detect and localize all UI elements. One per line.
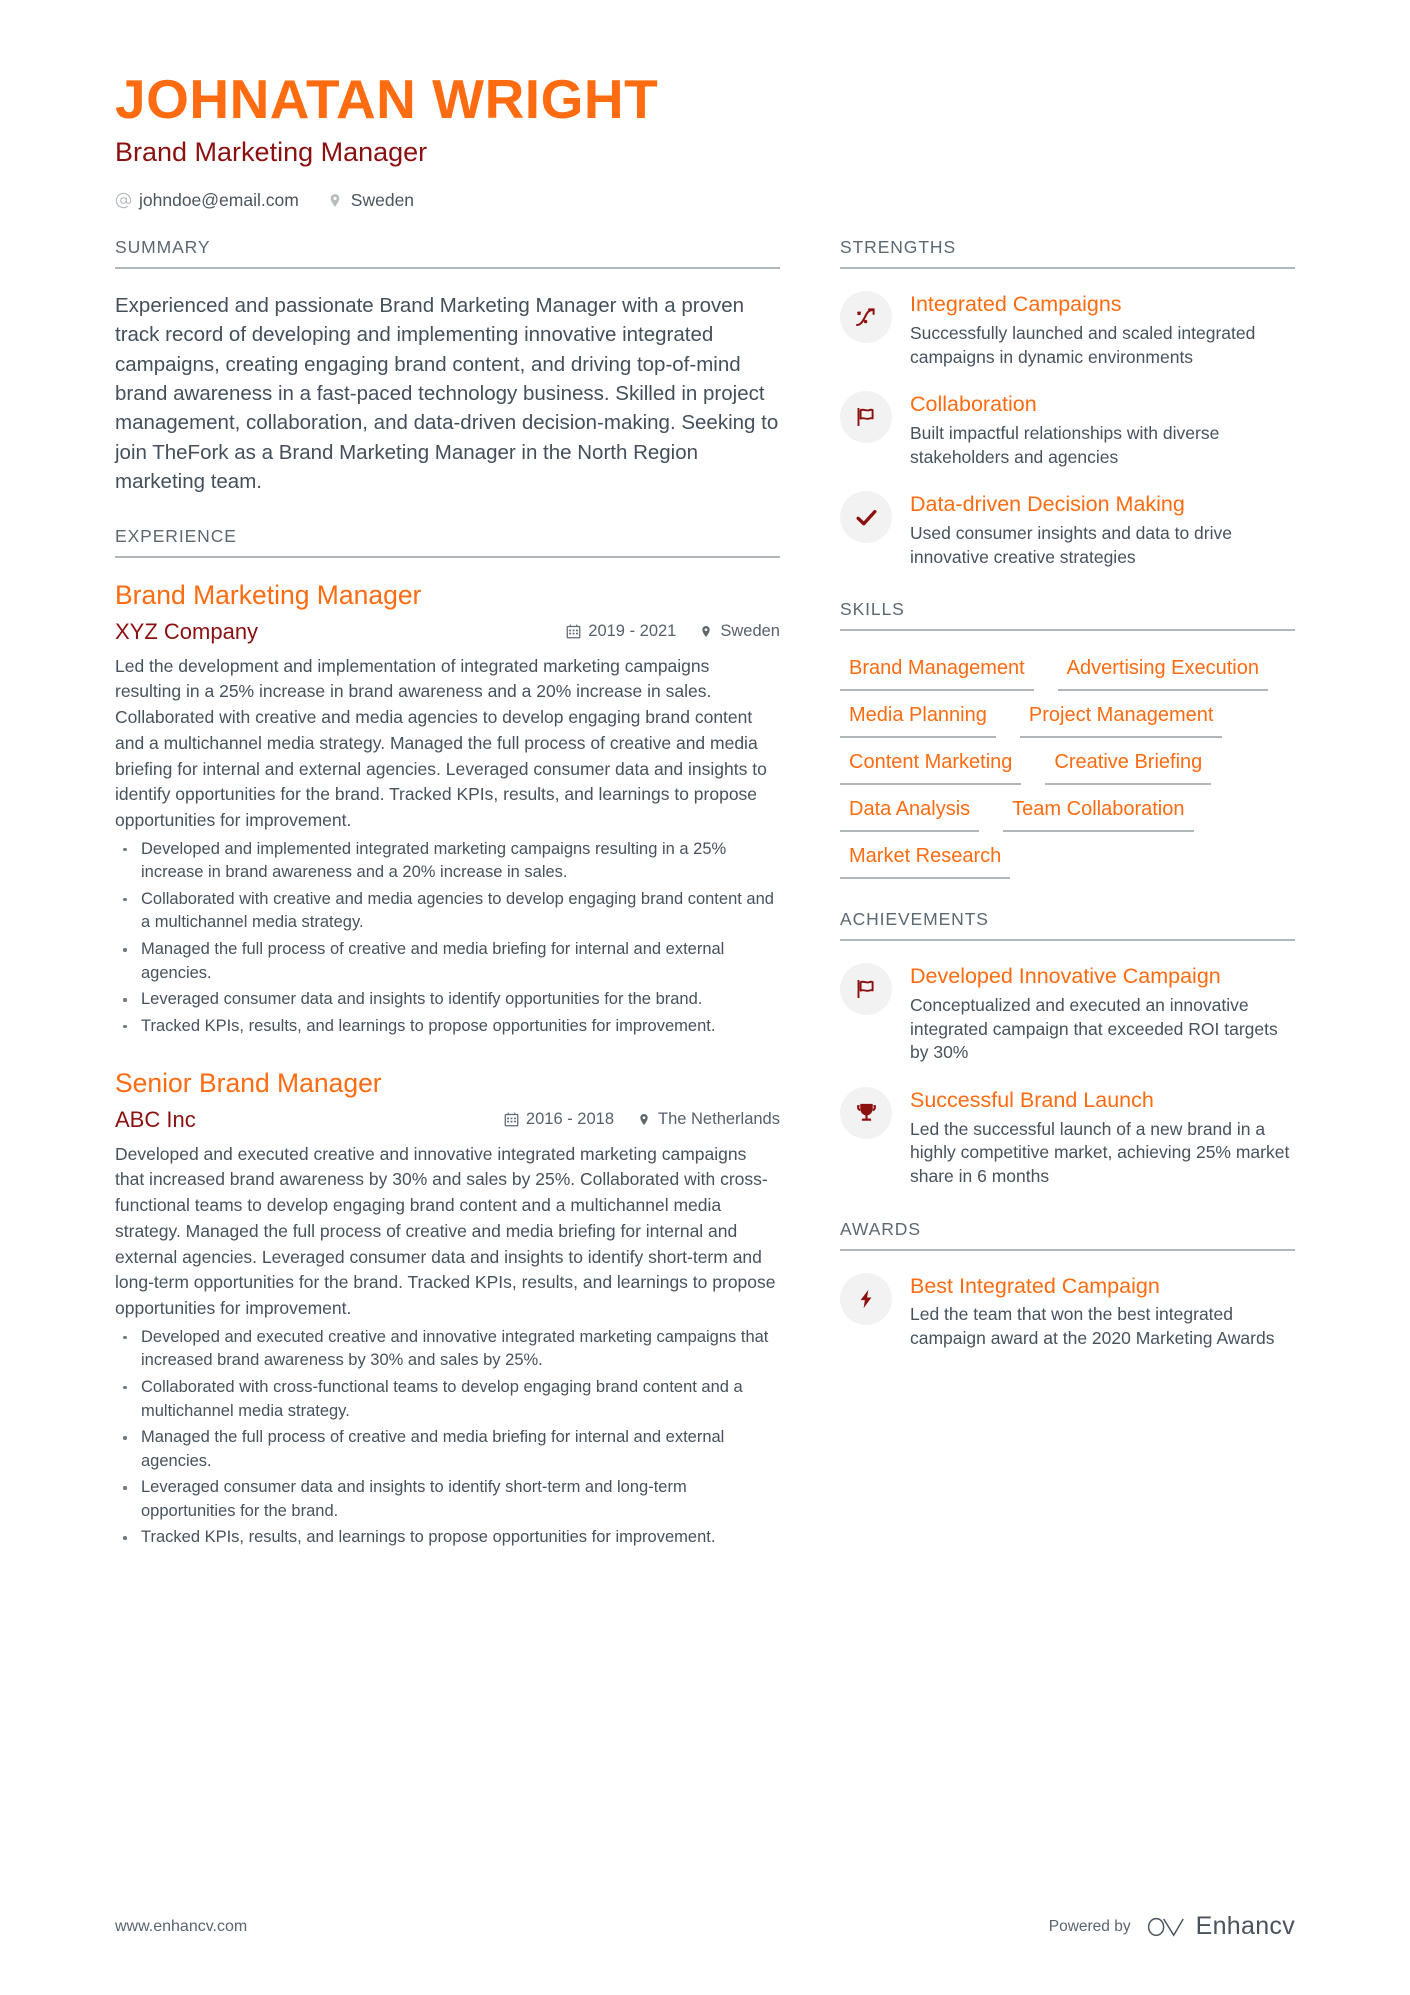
left-column (115, 237, 780, 1580)
skill-tag: Creative Briefing (1045, 747, 1211, 785)
achievement-body (910, 963, 1295, 1065)
strength-description: Used consumer insights and data to drive innovative creative strategies (910, 523, 1232, 567)
experience-entry (115, 1068, 780, 1550)
experience-bullet: Leveraged consumer data and insights to identify short-term and long-term opportunities for the brand. (115, 1476, 780, 1523)
experience-dates-text: 2016 - 2018 (525, 1110, 614, 1129)
experience-company: ABC Inc (115, 1107, 196, 1133)
calendar-icon (566, 624, 581, 639)
footer-website[interactable]: www.enhancv.com (115, 1917, 248, 1935)
skill-tag: Team Collaboration (1003, 794, 1193, 832)
contact-location-text: Sweden (350, 190, 415, 211)
strength-title: Data-driven Decision Making (910, 492, 1185, 517)
section-awards (840, 1219, 1295, 1351)
achievement-entry (840, 1087, 1295, 1189)
award-entry (840, 1273, 1295, 1351)
experience-location-text: Sweden (720, 622, 780, 641)
calendar-icon (504, 1112, 519, 1127)
contact-location[interactable] (327, 190, 414, 211)
strength-entry (840, 491, 1295, 569)
experience-bullets (115, 838, 780, 1039)
contact-row (115, 190, 1295, 211)
skill-tag: Market Research (840, 841, 1010, 879)
skills-list (840, 653, 1295, 879)
section-title-experience: EXPERIENCE (115, 526, 780, 558)
experience-location (636, 1110, 780, 1129)
experience-location-text: The Netherlands (658, 1110, 780, 1129)
section-title-strengths: STRENGTHS (840, 237, 1295, 269)
enhancv-logo (1145, 1912, 1295, 1941)
experience-entry (115, 580, 780, 1038)
experience-role: Brand Marketing Manager (115, 580, 422, 611)
strength-entry (840, 291, 1295, 369)
achievement-entry (840, 963, 1295, 1065)
achievement-title: Successful Brand Launch (910, 1087, 1154, 1112)
experience-facts (566, 622, 780, 641)
contact-email[interactable] (115, 190, 299, 211)
award-description: Led the team that won the best integrated campaign award at the 2020 Marketing Awards (910, 1304, 1275, 1349)
footer-branding (1049, 1912, 1295, 1941)
achievement-description: Led the successful launch of a new brand in a highly competitive market, achieving 25% market share in 6 months (910, 1118, 1290, 1186)
skill-tag: Advertising Execution (1058, 653, 1268, 691)
experience-dates-text: 2019 - 2021 (588, 622, 677, 641)
section-achievements (840, 909, 1295, 1188)
check-icon (840, 491, 892, 543)
section-title-awards: AWARDS (840, 1219, 1295, 1251)
experience-meta (115, 618, 780, 646)
experience-bullet: Collaborated with creative and media agencies to develop engaging brand content and a multichannel media strategy. (115, 888, 780, 935)
summary-text: Experienced and passionate Brand Marketing Manager with a proven track record of developing and implementing innovative integrated campaigns, creating engaging brand content, and driving top-of-mind brand awareness in a fast-paced technology business. Skilled in project management, collaboration, and data-driven decision-making. Seeking to join TheFork as a Brand Marketing Manager in the North Region marketing team. (115, 294, 779, 494)
experience-bullet: Leveraged consumer data and insights to identify opportunities for the brand. (115, 988, 780, 1012)
strength-body (910, 391, 1295, 469)
section-title-skills: SKILLS (840, 599, 1295, 631)
experience-bullet: Tracked KPIs, results, and learnings to propose opportunities for improvement. (115, 1526, 780, 1550)
location-pin-icon (636, 1112, 651, 1127)
experience-location (698, 622, 780, 641)
experience-meta (115, 1106, 780, 1134)
at-icon (115, 192, 132, 209)
achievement-description: Conceptualized and executed an innovative integrated campaign that exceeded ROI targets by 30% (910, 995, 1278, 1063)
candidate-name: JOHNATAN WRIGHT (115, 68, 659, 130)
skill-tag: Brand Management (840, 653, 1034, 691)
skill-tag: Media Planning (840, 700, 996, 738)
strength-body (910, 291, 1295, 369)
experience-bullets (115, 1326, 780, 1550)
experience-description: Developed and executed creative and innovative integrated marketing campaigns that increased brand awareness by 30% and sales by 25%. Collaborated with cross-functional teams to develop engaging brand content and a multichannel media strategy. Managed the full process of creative and media briefing for internal and external agencies. Leveraged consumer data and insights to identify short-term and long-term opportunities for the brand. Tracked KPIs, results, and learnings to propose opportunities for improvement. (115, 1143, 776, 1319)
award-title: Best Integrated Campaign (910, 1273, 1160, 1298)
experience-bullet: Managed the full process of creative and media briefing for internal and external agencies. (115, 1426, 780, 1473)
trophy-icon (840, 1087, 892, 1139)
experience-company: XYZ Company (115, 619, 259, 645)
flag-icon (840, 963, 892, 1015)
strength-body (910, 491, 1295, 569)
strength-title: Integrated Campaigns (910, 292, 1122, 317)
skill-tag: Data Analysis (840, 794, 979, 832)
achievement-body (910, 1087, 1295, 1189)
experience-bullet: Tracked KPIs, results, and learnings to propose opportunities for improvement. (115, 1015, 780, 1039)
strength-description: Built impactful relationships with diverse stakeholders and agencies (910, 422, 1220, 467)
resume-columns (115, 237, 1295, 1580)
location-pin-icon (698, 624, 713, 639)
powered-by-label: Powered by (1048, 1917, 1131, 1935)
flag-icon (840, 391, 892, 443)
section-summary (115, 237, 780, 496)
section-skills (840, 599, 1295, 879)
experience-bullet: Developed and implemented integrated marketing campaigns resulting in a 25% increase in brand awareness and a 20% increase in sales. (115, 838, 780, 885)
award-body (910, 1273, 1295, 1351)
section-experience (115, 526, 780, 1550)
experience-role: Senior Brand Manager (115, 1068, 382, 1099)
experience-bullet: Collaborated with cross-functional teams to develop engaging brand content and a multichannel media strategy. (115, 1376, 780, 1423)
enhancv-wordmark: Enhancv (1195, 1912, 1295, 1940)
experience-bullet: Developed and executed creative and innovative integrated marketing campaigns that increased brand awareness by 30% and sales by 25%. (115, 1326, 780, 1373)
right-column (840, 237, 1295, 1381)
experience-dates (504, 1110, 614, 1129)
trend-arrow-icon (840, 291, 892, 343)
contact-email-text: johndoe@email.com (139, 190, 299, 211)
section-title-summary: SUMMARY (115, 237, 780, 269)
page-footer (115, 1912, 1295, 1941)
lightning-bolt-icon (840, 1273, 892, 1325)
strength-entry (840, 391, 1295, 469)
section-strengths (840, 237, 1295, 569)
experience-description: Led the development and implementation of integrated marketing campaigns resulting in a 25% increase in brand awareness and a 20% increase in sales. Collaborated with creative and media agencies to develop engaging brand content and a multichannel media strategy. Managed the full process of creative and media briefing for internal and external agencies. Leveraged consumer data and insights to identify opportunities for the brand. Tracked KPIs, results, and learnings to propose opportunities for improvement. (115, 655, 767, 830)
resume-header (115, 70, 1295, 211)
achievement-title: Developed Innovative Campaign (910, 964, 1221, 989)
experience-dates (566, 622, 676, 641)
location-pin-icon (327, 192, 344, 209)
strength-description: Successfully launched and scaled integrated campaigns in dynamic environments (910, 322, 1256, 367)
enhancv-mark-icon (1145, 1914, 1185, 1940)
skill-tag: Project Management (1020, 700, 1223, 738)
candidate-job-title: Brand Marketing Manager (115, 137, 428, 168)
experience-bullet: Managed the full process of creative and media briefing for internal and external agencies. (115, 938, 780, 985)
strength-title: Collaboration (910, 392, 1037, 417)
section-title-achievements: ACHIEVEMENTS (840, 909, 1295, 941)
skill-tag: Content Marketing (840, 747, 1021, 785)
experience-facts (504, 1110, 780, 1129)
